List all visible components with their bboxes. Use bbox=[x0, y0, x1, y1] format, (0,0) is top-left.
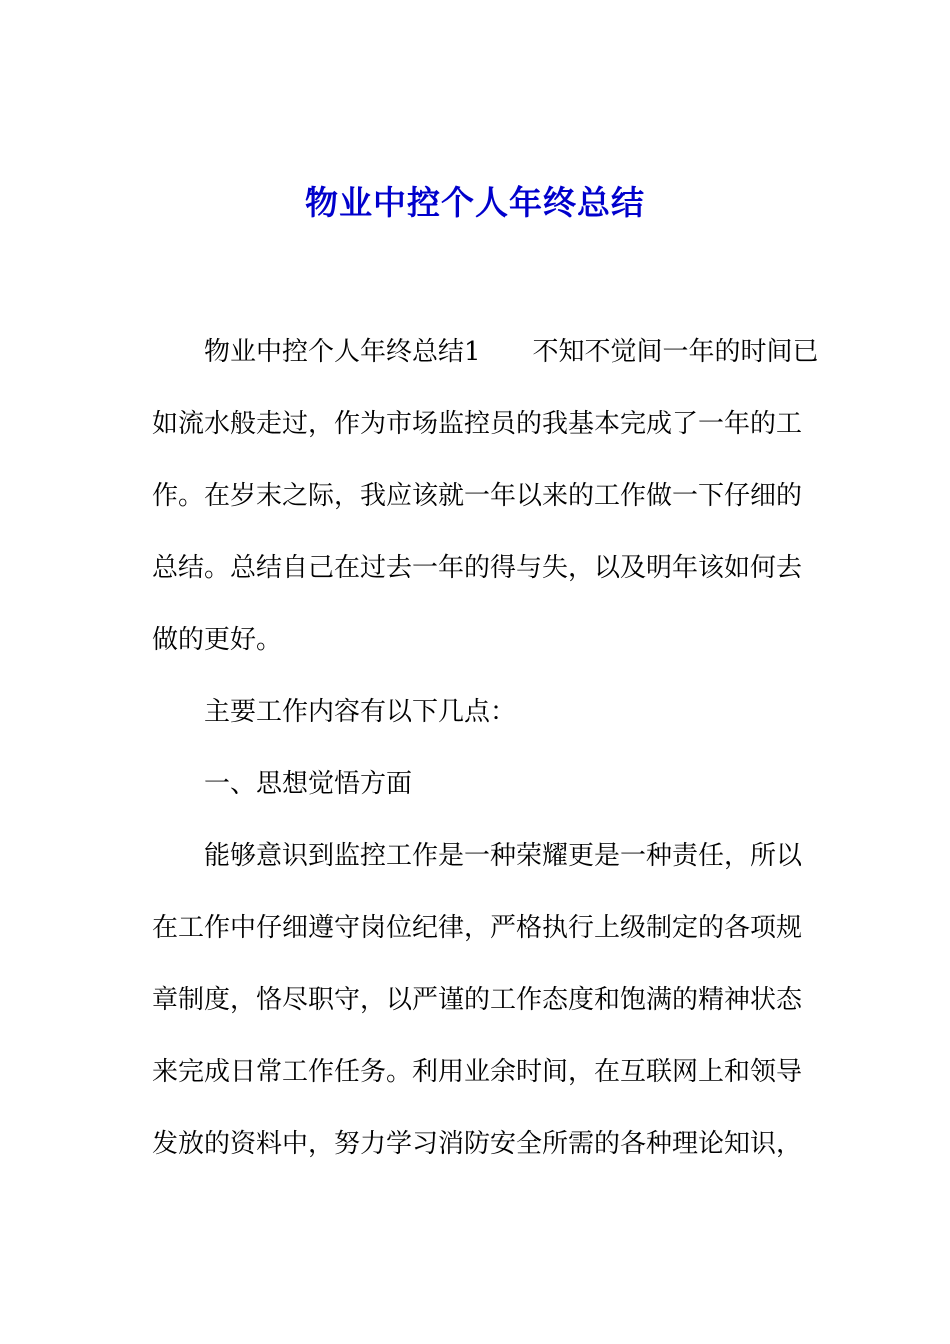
paragraph-line: 章制度，恪尽职守，以严谨的工作态度和饱满的精神状态 bbox=[152, 985, 803, 1015]
paragraph-line bbox=[152, 327, 819, 377]
paragraph-line: 做的更好。 bbox=[152, 625, 283, 655]
text-span: 不知不觉间一年的时间已 bbox=[532, 337, 819, 367]
section-heading: 一、思想觉悟方面 bbox=[204, 769, 413, 799]
paragraph-line: 来完成日常工作任务。利用业余时间，在互联网上和领导 bbox=[152, 1057, 803, 1087]
paragraph-line: 如流水般走过，作为市场监控员的我基本完成了一年的工 bbox=[152, 409, 803, 439]
paragraph-line: 能够意识到监控工作是一种荣耀更是一种责任，所以 bbox=[204, 841, 803, 871]
paragraph-line: 发放的资料中，努力学习消防安全所需的各种理论知识， bbox=[152, 1129, 803, 1159]
section-heading-inline: 物业中控个人年终总结1 bbox=[204, 337, 481, 367]
paragraph-line: 主要工作内容有以下几点： bbox=[204, 697, 517, 727]
document-title: 物业中控个人年终总结 bbox=[305, 183, 645, 222]
paragraph-line: 总结。总结自己在过去一年的得与失，以及明年该如何去 bbox=[152, 553, 803, 583]
document-body bbox=[152, 327, 819, 1191]
paragraph-line: 作。在岁末之际，我应该就一年以来的工作做一下仔细的 bbox=[152, 481, 803, 511]
paragraph-line: 在工作中仔细遵守岗位纪律，严格执行上级制定的各项规 bbox=[152, 913, 803, 943]
